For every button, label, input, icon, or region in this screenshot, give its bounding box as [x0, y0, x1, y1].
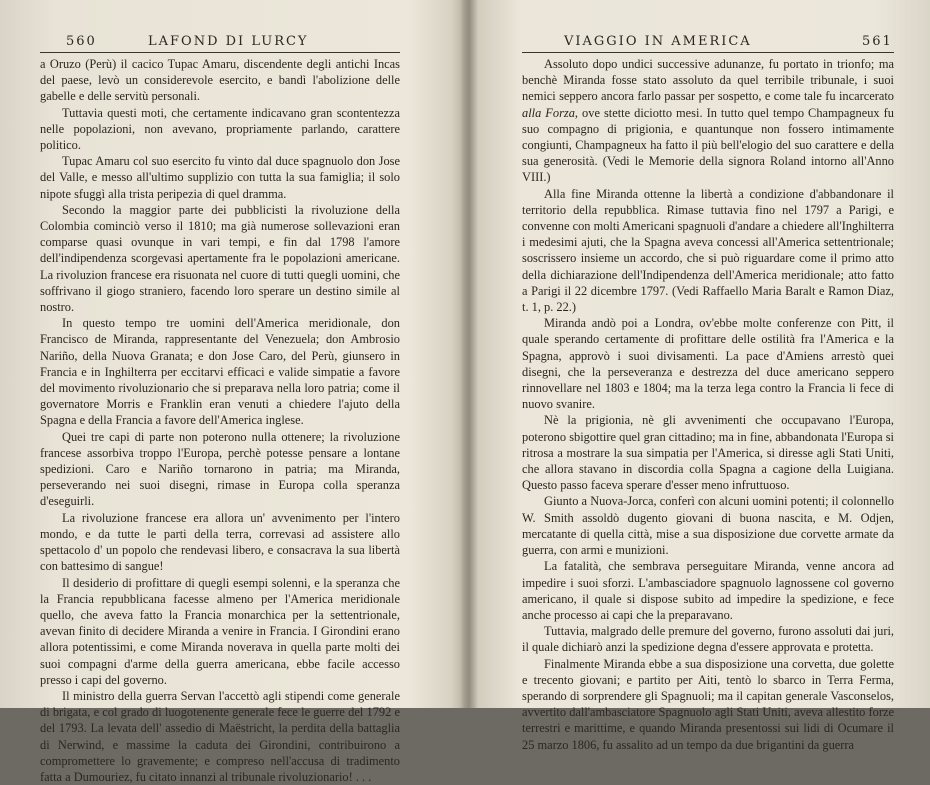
paragraph: Tupac Amaru col suo esercito fu vinto dal duce spagnuolo don Jose del Valle, e messo all'ultimo supplizio con tutta la sua famiglia; il solo nipote sfuggì alla trista peripezia di quel dramma.	[40, 154, 400, 201]
paragraph-text: , ove stette diciotto mesi. In tutto quel tempo Champagneux fu suo compagno di prigionia, e quantunque non fossero intimamente congiunti, Champagneux ha fatto il più bell'elogio del suo carattere e della sua generosità. (Vedi le Memorie della signora Roland intorno all'Anno VIII.)	[522, 105, 894, 185]
left-running-title: LAFOND DI LURCY	[148, 34, 309, 49]
paragraph: Miranda andò poi a Londra, ov'ebbe molte conferenze con Pitt, il quale sperando certamente di profittare delle ostilità fra l'America e la Spagna, approvò i suoi divisamenti. La pace d'Amiens arrestò quei disegni, che la perseveranza e destrezza del duce americano seppero rinnovellare nel 1803 e 1804; ma la terza lega contro la Francia li fece di nuovo svanire.	[522, 316, 894, 412]
paragraph: Quei tre capi di parte non poterono nulla ottenere; la rivoluzione francese assorbiva troppo l'Europa, perchè potesse pensare a lontane spedizioni. Caro e Nariño tornarono in patria; ma Miranda, perseverando nei suoi disegni, rimase in Europa colla speranza d'eseguirli.	[40, 429, 400, 509]
paragraph	[522, 56, 894, 186]
paragraph: Finalmente Miranda ebbe a sua disposizione una corvetta, due golette e trecento giovani; e partito per Aiti, tentò lo sbarco in Terra Ferma, sperando di sorprendere gli Spagnuoli; ma il capitan generale Vasconselos, avvertito dall'ambasciatore Spagnuolo agli Stati Uniti, aveva allestito forze terrestri e marittime, e quando Miranda presentossi sui lidi di Ocumare il 25 marzo 1806, fu assalito ad un tempo da due brigantini da guerra	[522, 656, 894, 752]
right-running-title: VIAGGIO IN AMERICA	[564, 34, 752, 49]
paragraph: a Oruzo (Perù) il cacico Tupac Amaru, discendente degli antichi Incas del paese, levò un considerevole esercito, e bandì l'abolizione delle gabelle e delle servitù personali.	[40, 57, 400, 104]
paragraph-text: Assoluto dopo undici successive adunanze, fu portato in trionfo; ma benchè Miranda fosse stato assoluto da quel terribile tribunale, i suoi nemici seppero ancora farlo passar per sospetto, e come tale fu incarcerato	[522, 57, 894, 104]
paragraph: Tuttavia questi moti, che certamente indicavano gran scontentezza nelle popolazioni, non avevano, propriamente parlando, carattere politico.	[40, 105, 400, 153]
paragraph: Il ministro della guerra Servan l'accettò agli stipendi come generale di brigata, e col grado di luogotenente generale fece le guerre del 1792 e del 1793. La levata dell' assedio di Maëstricht, la perdita della battaglia di Nerwind, e massime la caduta dei Girondini, contribuirono a compromettere lo gravemente; e compreso nell'accusa di tradimento fatta a Dumouriez, fu citato innanzi al tribunale rivoluzionario! . . .	[40, 688, 400, 784]
paragraph: In questo tempo tre uomini dell'America meridionale, don Francisco de Miranda, rappresentante del Venezuela; don Ambrosio Nariño, della Nuova Granata; e don Jose Caro, del Perù, giunsero in Francia e in Inghilterra per eccitarvi efficaci e valide simpatie a favore del movimento rivoluzionario che si preparava nella loro patria; come il governatore Morris e Franklin eran venuti a chiedere l'ajuto della Spagna e della Francia a favore dell'America inglese.	[40, 316, 400, 428]
right-page-body	[522, 56, 894, 753]
right-page-number: 561	[862, 34, 893, 49]
right-header-rule	[522, 52, 894, 53]
paragraph: La fatalità, che sembrava perseguitare Miranda, venne ancora ad impedire i suoi sforzi. L'ambasciadore spagnuolo lagnossene col governo americano, il quale si dispose subito ad impedire la spedizione, e fece anche processo ai capi che la preparavano.	[522, 559, 894, 622]
paragraph: Alla fine Miranda ottenne la libertà a condizione d'abbandonare il territorio della repubblica. Rimase tuttavia fino nel 1797 a Parigi, e convenne con molti Americani spagnuoli d'andare a chiedere all'Inghilterra i medesimi ajuti, che la Spagna aveva concessi all'America settentrionale; soscrissero insieme un accordo, che si può riguardare come il primo atto della dichiarazione dell'Indipendenza dell'America meridionale; atto fatto a Parigi il 22 dicembre 1797. (Vedi Raffaello Maria Baralt e Ramon Diaz, t. 1, p. 22.)	[522, 186, 894, 315]
left-header-rule	[40, 52, 400, 53]
paragraph: Il desiderio di profittare di quegli esempi solenni, e la speranza che la Francia repubblicana facesse almeno per l'America meridionale quello, che aveva fatto la Francia monarchica per la settentrionale, avevan finito di decidere Miranda a venire in Francia. I Girondini erano allora potentissimi, e come Miranda noverava in quella parte molti dei suoi compagni d'arme della guerra americana, ebbe facile accesso presso i capi del governo.	[40, 575, 400, 687]
left-page-number: 560	[66, 34, 97, 49]
left-page-body	[40, 56, 400, 785]
paragraph: Giunto a Nuova-Jorca, conferì con alcuni uomini potenti; il colonnello W. Smith assoldò dugento giovani di buona nascita, e M. Odjen, mercatante di quella città, mise a sua disposizione due corvette armate da guerra, con armi e munizioni.	[522, 494, 894, 558]
paragraph: Tuttavia, malgrado delle premure del governo, furono assoluti dai juri, il quale dichiarò anzi la spedizione degna d'essere approvata e protetta.	[522, 624, 894, 655]
paragraph: Nè la prigionia, nè gli avvenimenti che occupavano l'Europa, poterono sbigottire quel gran cittadino; ma in fine, abbandonata l'Europa si ritrosa a mostrare la sua simpatia per l'America, si diresse agli Stati Uniti, che allora stavano in discordia colla Spagna a cagione della Luigiana. Questo passo faceva sperare d'esser meno infruttuoso.	[522, 413, 894, 493]
left-page	[0, 0, 460, 784]
paragraph: Secondo la maggior parte dei pubblicisti la rivoluzione della Colombia cominciò verso il 1810; ma già numerose sollevazioni eran comparse quasi ovunque in vari tempi, e fin dal 1798 l'amore dell'indipendenza scorgevasi apertamente fra le popolazioni americane. La rivoluzion francese era risuonata nel cuore di tutti quegli uomini, che soffrivano il giogo straniero, facendo loro sperare un destino simile al nostro.	[40, 202, 400, 315]
right-page	[478, 0, 930, 752]
paragraph: La rivoluzione francese era allora un' avvenimento per l'intero mondo, e da tutte le parti della terra, correvasi ad assistere allo spettacolo d' un popolo che rendevasi libero, e consacrava la sua libertà con battesimo di sangue!	[40, 510, 400, 574]
book-gutter	[460, 0, 478, 708]
italic-phrase: alla Forza	[522, 105, 575, 120]
